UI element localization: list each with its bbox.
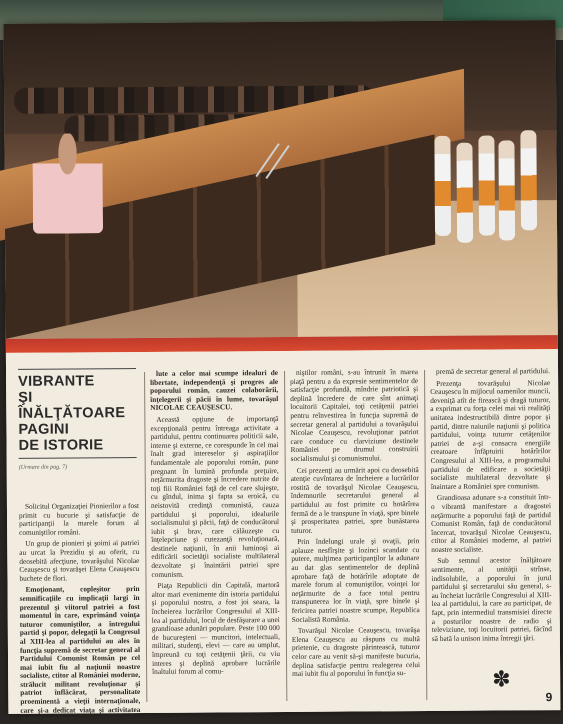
column-3: [290, 368, 420, 709]
paragraph: premă de secretar general al partidului.: [436, 366, 550, 376]
magazine-page: [4, 20, 561, 724]
pioneer-child: [456, 143, 473, 243]
article-title-line: DE ISTORIE: [18, 437, 104, 454]
pioneer-child: [434, 136, 451, 236]
seated-figure: [32, 133, 103, 233]
paragraph: Cei prezenţi au urmărit apoi cu deosebită atenţie cuvîntarea de încheiere a lucrărilor rostită de tovarăşul Nicolae Ceauşescu, îndemnurile secretarului general al partidului au fost primite cu hotărîrea fermă de a le transpune în viaţă, spre binele şi prosperitatea patriei, spre bunăstarea tuturor.: [290, 464, 420, 535]
article-title-line: ŞI: [18, 389, 33, 406]
column-1: [18, 501, 141, 724]
congress-photo: [4, 20, 558, 339]
paragraph: Emoţionant, copleşitor prin semnificaţiile cu implicaţii largi în prezentul şi viitorul patriei a fost momentul în care, exprimând voinţa tuturor comuniştilor, a întregului partid şi popor, delegaţii la Congresul al XIII-lea al partidului au ales în funcţia supremă de secretar general al Partidului Comunist Român pe cel mai iubit fiu al naţiunii noastre socialiste, ctitor al României moderne, strălucit militant revoluţionar şi patriot înflăcărat, personalitate proeminentă a vieţii internaţionale, care şi-a dedicat viaţa şi activitatea slujirii neabătute: [19, 584, 141, 724]
paragraph: Un grup de pionieri şi şoimi ai patriei au urcat la Prezidiu şi au oferit, cu deosebită afecţiune, tovarăşului Nicolae Ceauşescu şi tovarăşei Elena Ceauşescu buchete de flori.: [19, 538, 140, 583]
paragraph: Tovarăşul Nicolae Ceauşescu, tovarăşa Elena Ceauşescu au răspuns cu multă prietenie, cu dragoste părintească, tuturor celor care au venit să-şi manifeste bucuria, deplina satisfacţie pentru realegerea celui mai iubit fiu al poporului în funcţia su-: [291, 625, 421, 679]
pioneer-child: [520, 130, 537, 230]
continued-note: (Urmare din pag. 7): [18, 464, 68, 471]
paragraph: Prin îndelungi urale şi ovaţii, prin aplauze nesfîrşite şi lozinci scandate cu putere, mulţimea participanţilor la adunare au dat glas sentimentelor de deplină aprobare faţă de hotărîrile adoptate de marele forum al comuniştilor, voinţei lor neţărmurite de a face totul pentru transpunerea lor în viaţă, spre binele şi fericirea patriei noastre scumpe, Republica Socialistă România.: [291, 536, 420, 624]
column-separator: [144, 372, 147, 702]
paragraph: Această opţiune de importanţă excepţională pentru întreaga activitate a partidului, pentru continuarea politicii sale, interne şi externe, ce corespunde în cel mai înalt grad intereselor şi aspiraţiilor fundamentale ale poporului român, pune pregnant în lumină profunda preţuire, nețărmurita dragoste şi încredere nutrite de toţi fiii României faţă de cel care slujeşte, cu gîndul, inima şi fapta sa eroică, cu neistovită credinţă comunistă, cauza partidului şi poporului, idealurile socialismului şi păcii, faţă de conducătorul iubit şi brav, care călăuzeşte cu înţelepciune şi cutezanţă revoluţionară, destinele naţiunii, în anii luminoşi ai edificării societăţii socialiste multilateral dezvoltate şi înaintării patriei spre comunism.: [150, 413, 280, 579]
paragraph: Piaţa Republicii din Capitală, martoră altor mari evenimente din istoria partidului şi poporului nostru, a fost joi seara, la încheierea lucrărilor Congresului al XIII-lea al partidului, locul de desfăşurare a unei grandioase adunări populare. Peste 100 000 de bucureşteni — muncitori, intelectuali, militari, studenţi, elevi — care au umplut, împreună cu toţi cetăţenii ţării, cu viu interes şi deplină aprobare lucrările înaltului forum al comu-: [151, 580, 281, 677]
column-4: [430, 367, 552, 678]
article-title-line: ÎNĂLŢĂTOARE: [18, 405, 126, 422]
page-number: 9: [545, 690, 553, 705]
paragraph: Sub semnul acestor înălţătoare sentimente, al unităţii strînse, indisolubile, a poporului în jurul partidului şi secretarului său general, s-au încheiat lucrările Congresului al XIII-lea al partidului, la care au participat, de fapt, prin intermediul transmisiei directe a posturilor noastre de radio şi televiziune, toţi locuitorii patriei, făcînd să bată la unison inima întregii ţări.: [431, 555, 552, 643]
column-separator: [424, 370, 427, 700]
pioneer-child: [478, 136, 495, 236]
column-separator: [284, 371, 287, 701]
paragraph: Solicitul Organizaţiei Pionierilor a fost primit cu bucurie şi satisfacţie de participanţii la marele forum al comuniştilor români.: [18, 501, 140, 537]
column-2: [150, 369, 280, 710]
paragraph: Prezenţa tovarăşului Nicolae Ceauşescu în mijlocul oamenilor muncii, deveniţă atît de firească şi dragă tuturor, a exprimat cu forţa celei mai vii realităţi unitatea indestructibilă dintre popor şi partid, dintre naiunile naţiunii şi politica partidului, voinţa tuturor cetăţenilor patriei de a-şi consacra energiile creatoare înfăptuirii hotărîrilor Congresului al XIII-lea, a programului partidului de edificare a societăţii socialiste multilateral dezvoltate şi înaintare a României spre comunism.: [430, 377, 551, 491]
title-rule: [19, 457, 137, 459]
paragraph: Grandioasa adunare s-a constituit într-o vibrantă manifestare a dragostei neţărmurite a poporului faţă de partidul Comunist Român, faţă de conducătorul încercat, tovarăşul Nicolae Ceauşescu, ctitor al României moderne, al patriei noastre socialiste.: [430, 492, 552, 554]
title-rule: [18, 368, 136, 370]
paragraph: lute a celor mai scumpe idealuri de libertate, independenţă şi progres ale poporului român, cauzei colaborării, înţelegerii şi păcii în lume, tovarăşul NICOLAE CEAUŞESCU.: [150, 368, 279, 413]
paragraph: niştilor români, s-au întrunit în marea piaţă pentru a da expresie sentimentelor de satisfacţie profundă, mîndrie patriotică şi deplină încredere de care sînt animaţi locuitorii Capitalei, toţi cetăţenii patriei pentru reînvestirea în funcţia supremă de secretar general al partidului a tovarăşului Nicolae Ceauşescu, revoluţionar patriot care conduce cu clarviziune destinele României pe drumul construirii socialismului şi comunismului.: [290, 367, 419, 463]
article-title-block: [18, 364, 137, 479]
pioneer-child: [498, 140, 515, 240]
flower-ornament-icon: ✽: [492, 666, 511, 692]
article-title-line: VIBRANTE: [18, 373, 95, 390]
article-body: [6, 349, 561, 724]
article-title-line: PAGINI: [18, 421, 70, 438]
